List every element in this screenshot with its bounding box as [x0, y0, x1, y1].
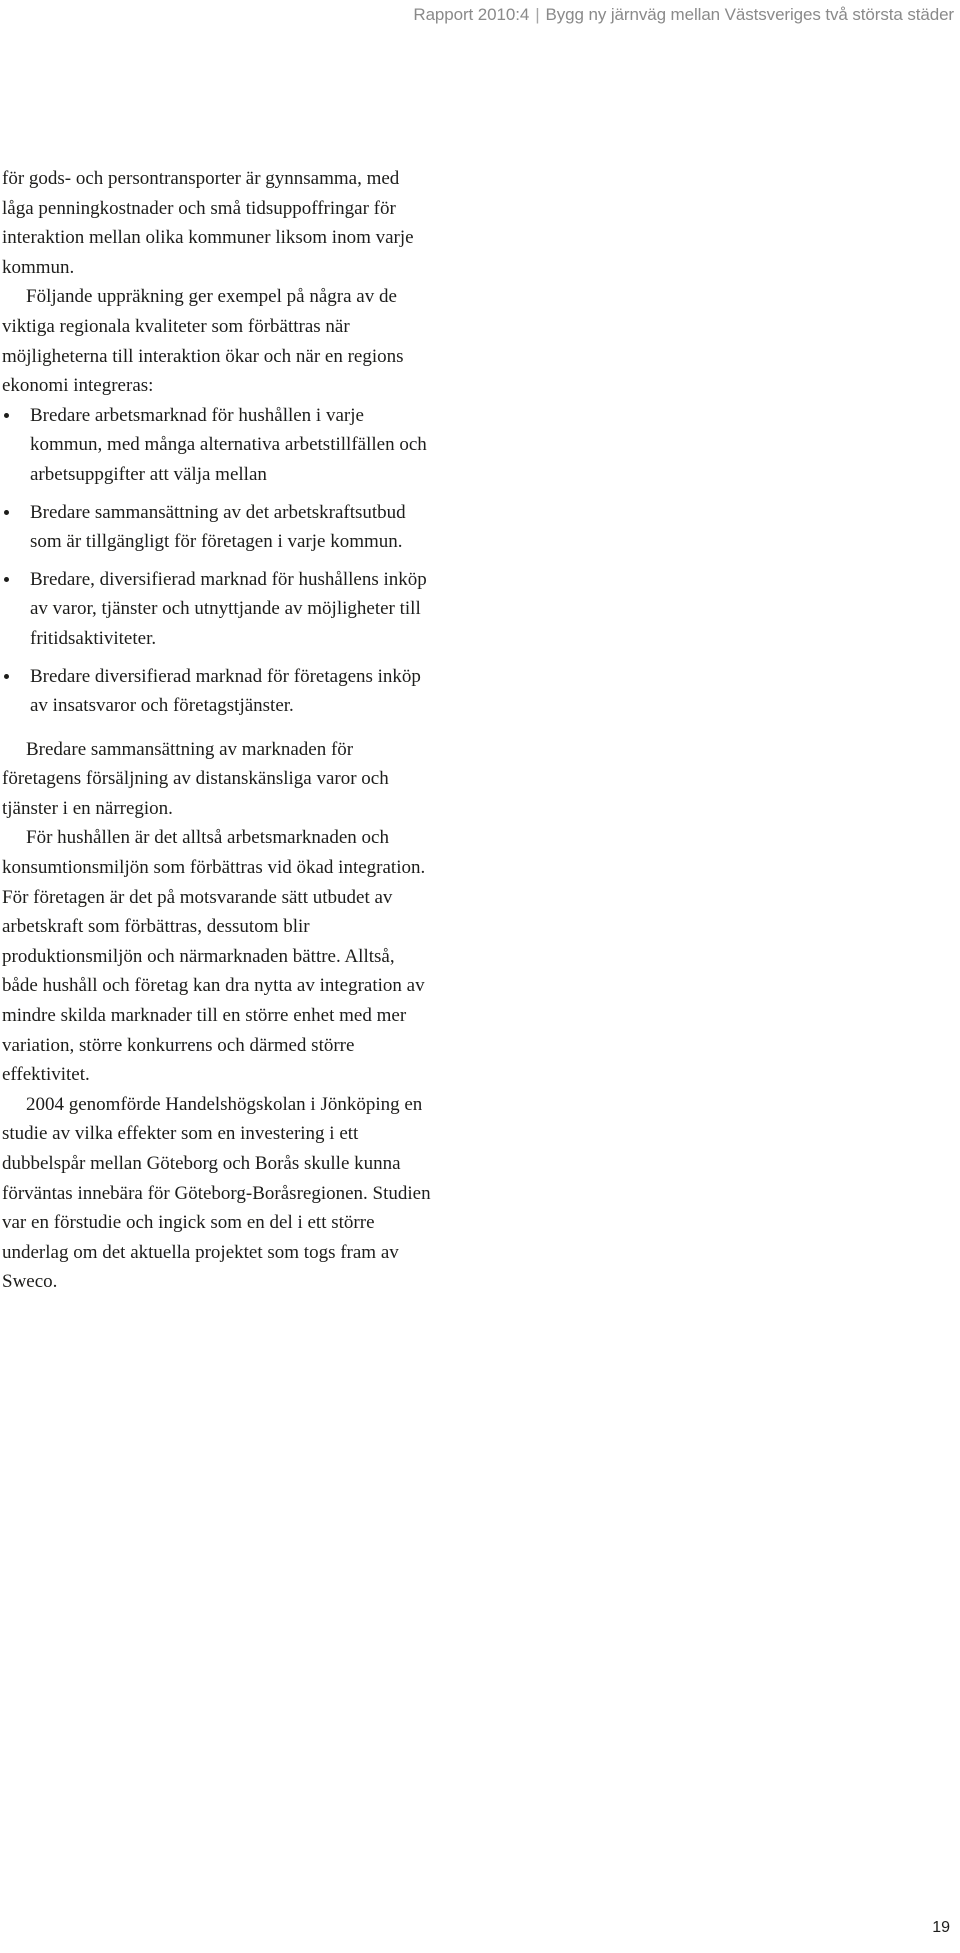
- running-header: [413, 0, 954, 30]
- bullet-icon: [4, 577, 9, 582]
- list-item-text: Bredare, diversifierad marknad för hushållens inköp av varor, tjänster och utnyttjande av möjligheter till fritidsaktiviteter.: [30, 568, 427, 649]
- paragraph-jonkoping-study: 2004 genomförde Handelshögskolan i Jönköping en studie av vilka effekter som en investering i ett dubbelspår mellan Göteborg och Borås skulle kunna förväntas innebära för Göteborg-Boråsregionen. Studien var en förstudie och ingick som en del i ett större underlag om det aktuella projektet som togs fram av Sweco.: [2, 1093, 431, 1293]
- report-number: Rapport 2010:4: [413, 5, 530, 24]
- paragraph-households-companies: För hushållen är det alltså arbetsmarknaden och konsumtionsmiljön som förbättras vid ökad integration. För företagen är det på motsvarande sätt utbudet av arbetskraft som förbättras, dessutom blir produktionsmiljön och närmarknaden bättre. Alltså, både hushåll och företag kan dra nytta av integration av mindre skilda marknader till en större enhet med mer variation, större konkurrens och därmed större effektivitet.: [2, 827, 426, 1086]
- list-item-text: Bredare sammansättning av det arbetskraftsutbud som är tillgängligt för företagen i varje kommun.: [30, 501, 406, 553]
- bullet-icon: [4, 674, 9, 679]
- list-item-text: Bredare diversifierad marknad för företagens inköp av insatsvaror och företagstjänster.: [30, 665, 421, 717]
- paragraph-enumeration-intro: Följande uppräkning ger exempel på några av de viktiga regionala kvaliteter som förbättras när möjligheterna till interaktion ökar och när en regions ekonomi integreras:: [2, 286, 404, 397]
- page-number: 19: [932, 1919, 950, 1936]
- header-separator: |: [535, 5, 540, 24]
- regional-qualities-list: [2, 401, 432, 721]
- report-title: Bygg ny järnväg mellan Västsveriges två största städer: [545, 5, 954, 24]
- list-item: [2, 662, 432, 721]
- bullet-icon: [4, 413, 9, 418]
- bullet-icon: [4, 510, 9, 515]
- paragraph-intro-continued: för gods- och persontransporter är gynnsamma, med låga penningkostnader och små tidsuppoffringar för interaktion mellan olika kommuner liksom inom varje kommun.: [2, 168, 414, 278]
- list-item: [2, 498, 432, 557]
- body-text: [2, 164, 432, 1297]
- paragraph-sales-market: Bredare sammansättning av marknaden för företagens försäljning av distanskänsliga varor och tjänster i en närregion.: [2, 738, 389, 819]
- list-item: [2, 401, 432, 490]
- list-item-text: Bredare arbetsmarknad för hushållen i varje kommun, med många alternativa arbetstillfällen och arbetsuppgifter att välja mellan: [30, 404, 427, 485]
- list-item: [2, 565, 432, 654]
